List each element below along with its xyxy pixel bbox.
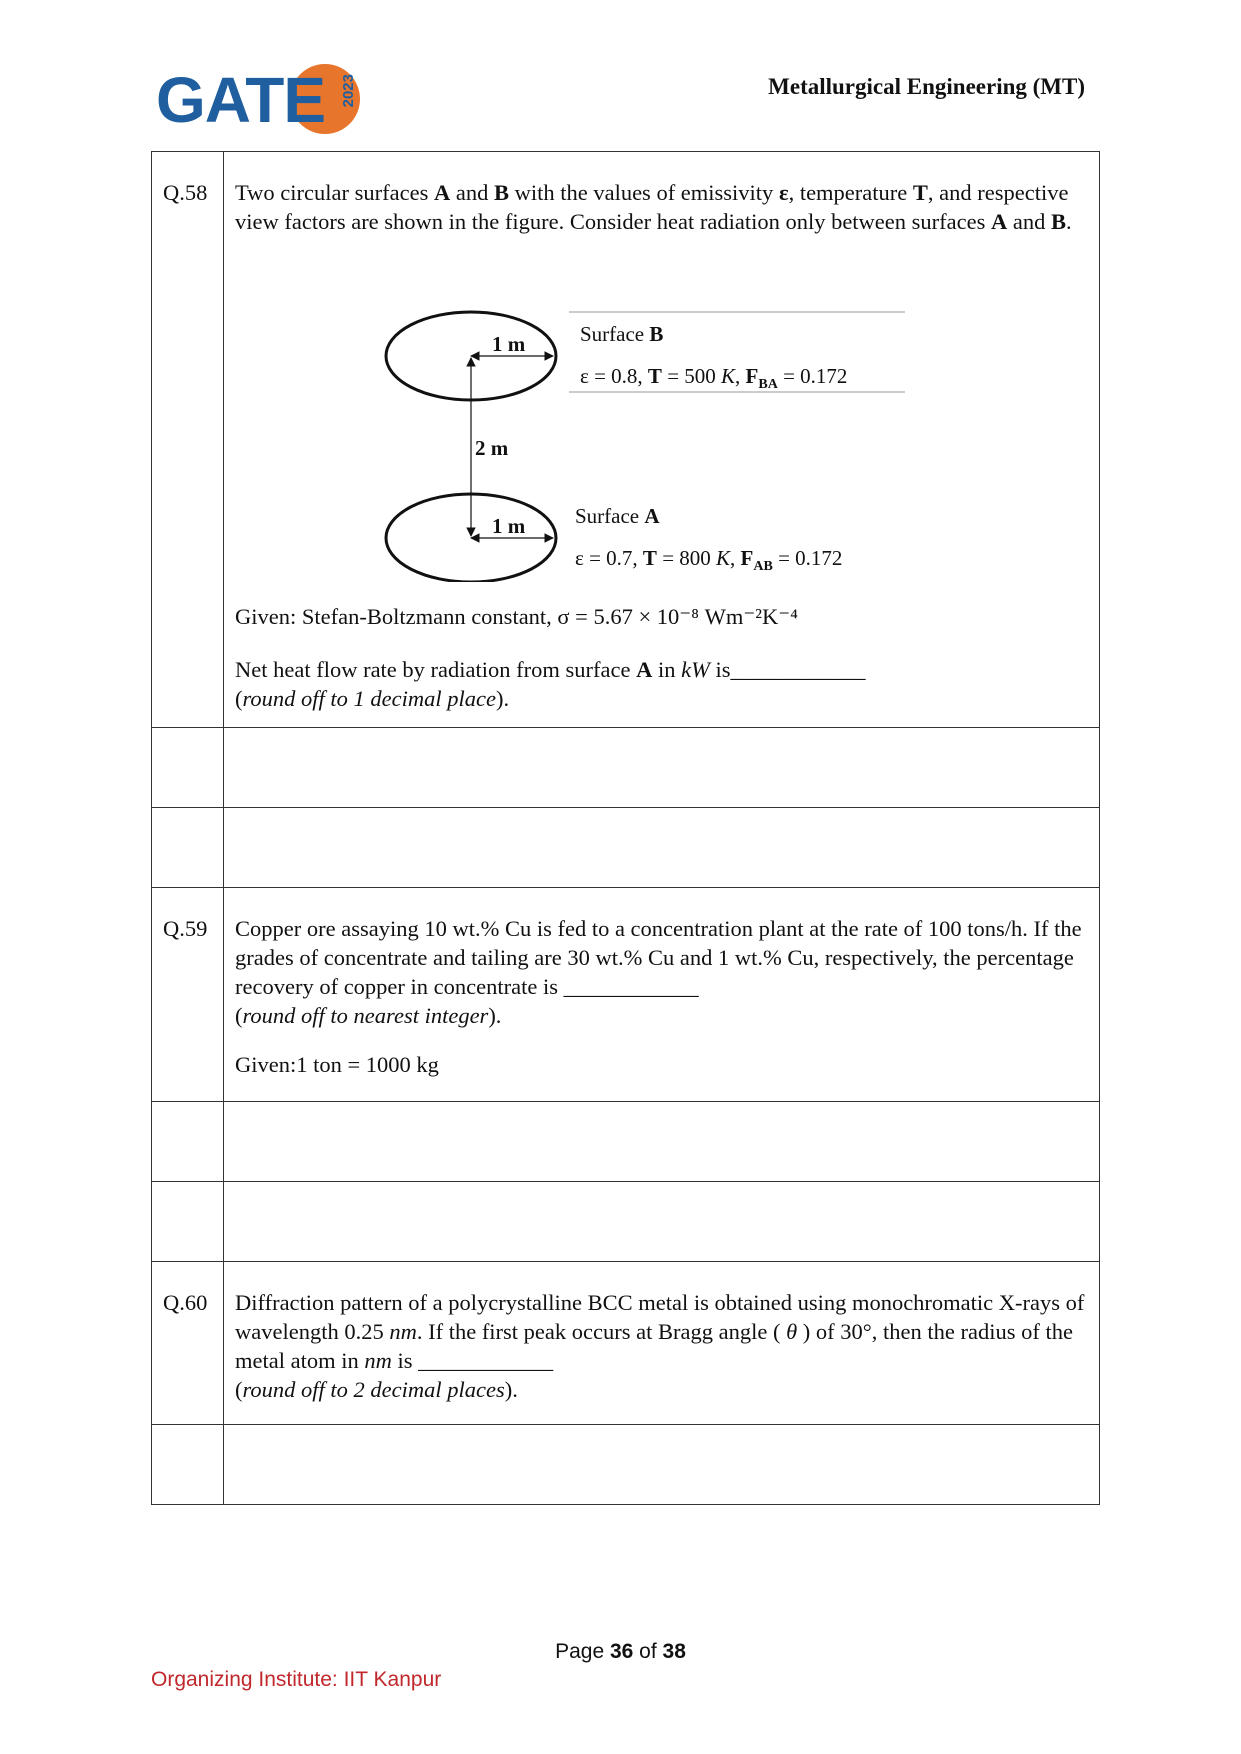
- distance-label: 2 m: [475, 436, 509, 460]
- rounding-instruction: (round off to nearest integer).: [235, 1003, 502, 1028]
- given-conversion: Given:1 ton = 1000 kg: [235, 1052, 439, 1077]
- question-text: Two circular surfaces A and B with the values of emissivity ε, temperature T, and respective view factors are shown in the figure. Consider heat radiation only between surfaces A and B.: [235, 180, 1072, 234]
- gate-logo: [156, 60, 356, 140]
- rounding-instruction: (round off to 2 decimal places).: [235, 1377, 518, 1402]
- surface-a-properties: ε = 0.7, T = 800 K, $F_{AB} = 0.172$: [575, 546, 843, 574]
- logo-year: 2023: [340, 74, 357, 108]
- radiation-figure: [235, 262, 955, 582]
- question-row-59: [152, 888, 1100, 1102]
- question-number: Q.59: [152, 888, 224, 1102]
- paper-title: Metallurgical Engineering (MT): [768, 74, 1085, 99]
- question-text: Diffraction pattern of a polycrystalline BCC metal is obtained using monochromatic X-rays of wavelength 0.25 nm. If the first peak occurs at Bragg angle ( θ ) of 30°, then the radius of the metal atom in nm is ____________: [235, 1290, 1085, 1373]
- surface-b-properties: ε = 0.8, T = 500 K, $F_{BA} = 0.172$: [580, 364, 848, 392]
- blank-row: [152, 808, 1100, 888]
- organizing-institute: Organizing Institute: IIT Kanpur: [151, 1668, 442, 1691]
- radius-label-bottom: 1 m: [492, 514, 526, 538]
- blank-row: [152, 728, 1100, 808]
- question-number: Q.60: [152, 1262, 224, 1425]
- surface-a-title: Surface A: [575, 504, 660, 528]
- blank-row: [152, 1102, 1100, 1182]
- question-prompt: Net heat flow rate by radiation from surface A in kW is____________: [235, 657, 866, 682]
- radius-label-top: 1 m: [492, 332, 526, 356]
- question-body: [224, 888, 1100, 1102]
- question-body: [224, 152, 1100, 728]
- question-body: [224, 1262, 1100, 1425]
- question-number: Q.58: [152, 152, 224, 728]
- given-constant: Given: Stefan-Boltzmann constant, σ = 5.67 × 10⁻⁸ Wm⁻²K⁻⁴: [235, 604, 798, 629]
- blank-row: [152, 1425, 1100, 1505]
- rounding-instruction: (round off to 1 decimal place).: [235, 686, 510, 711]
- logo-text: GATE: [156, 64, 326, 136]
- question-row-60: [152, 1262, 1100, 1425]
- question-table: [151, 151, 1100, 1505]
- question-text: Copper ore assaying 10 wt.% Cu is fed to a concentration plant at the rate of 100 tons/h. If the grades of concentrate and tailing are 30 wt.% Cu and 1 wt.% Cu, respectively, the percentage recovery of copper in concentrate is ____________: [235, 916, 1082, 999]
- page-number: Page 36 of 38: [555, 1640, 686, 1663]
- surface-b-title: Surface B: [580, 322, 664, 346]
- question-row-58: [152, 152, 1100, 728]
- blank-row: [152, 1182, 1100, 1262]
- surfaces-diagram: [235, 262, 955, 582]
